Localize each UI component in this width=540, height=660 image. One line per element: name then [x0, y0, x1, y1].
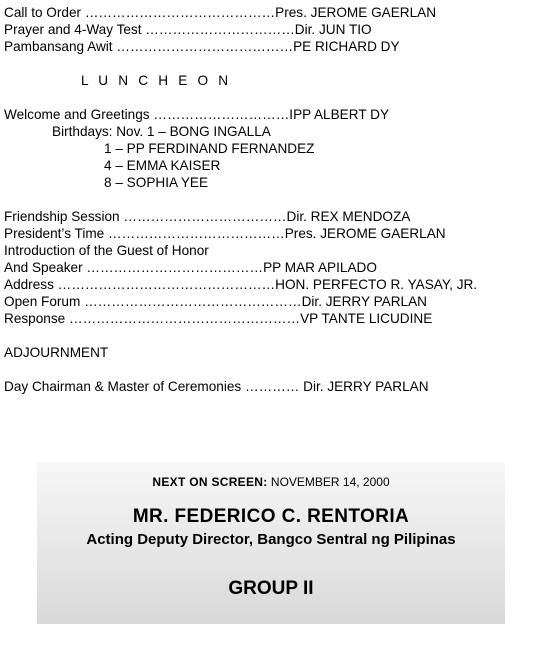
- next-on-screen-panel: [37, 462, 505, 624]
- program-item-speaker: And Speaker …………………………………PP MAR APILADO: [4, 260, 377, 275]
- next-on-screen-line: [37, 474, 505, 490]
- program-item-day-chairman: Day Chairman & Master of Ceremonies ………… Dir. JERRY PARLAN: [4, 379, 429, 394]
- guest-title: Acting Deputy Director, Bangco Sentral ng Pilipinas: [86, 531, 456, 548]
- program-item-introduction: Introduction of the Guest of Honor: [4, 243, 209, 258]
- program-item-address: Address …………………………………………HON. PERFECTO R. YASAY, JR.: [4, 277, 478, 292]
- program-item-call-to-order: Call to Order ……………………………………Pres. JEROME GAERLAN: [4, 5, 437, 20]
- next-on-screen-date: NOVEMBER 14, 2000: [267, 475, 390, 489]
- program-item-welcome: Welcome and Greetings …………………………IPP ALBERT DY: [4, 107, 390, 122]
- program-item-prayer: Prayer and 4-Way Test ……………………………Dir. JUN TIO: [4, 22, 372, 37]
- next-on-screen-label: NEXT ON SCREEN:: [152, 475, 268, 489]
- birthday-line: 4 – EMMA KAISER: [104, 158, 221, 173]
- group-label: GROUP II: [228, 578, 314, 599]
- birthday-line: Birthdays: Nov. 1 – BONG INGALLA: [52, 124, 271, 139]
- program-item-adjournment: ADJOURNMENT: [4, 345, 109, 360]
- guest-name: MR. FEDERICO C. RENTORIA: [132, 506, 410, 527]
- program-item-friendship: Friendship Session ………………………………Dir. REX MENDOZA: [4, 209, 411, 224]
- program-item-open-forum: Open Forum …………………………………………Dir. JERRY PARLAN: [4, 294, 427, 309]
- program-item-national-anthem: Pambansang Awit …………………………………PE RICHARD DY: [4, 39, 400, 54]
- program-item-presidents-time: President’s Time …………………………………Pres. JEROME GAERLAN: [4, 226, 446, 241]
- birthday-line: 1 – PP FERDINAND FERNANDEZ: [104, 141, 315, 156]
- program-item-response: Response ……………………………………………VP TANTE LICUDINE: [4, 311, 433, 326]
- luncheon-heading: L U N C H E O N: [81, 73, 232, 88]
- birthday-line: 8 – SOPHIA YEE: [104, 175, 209, 190]
